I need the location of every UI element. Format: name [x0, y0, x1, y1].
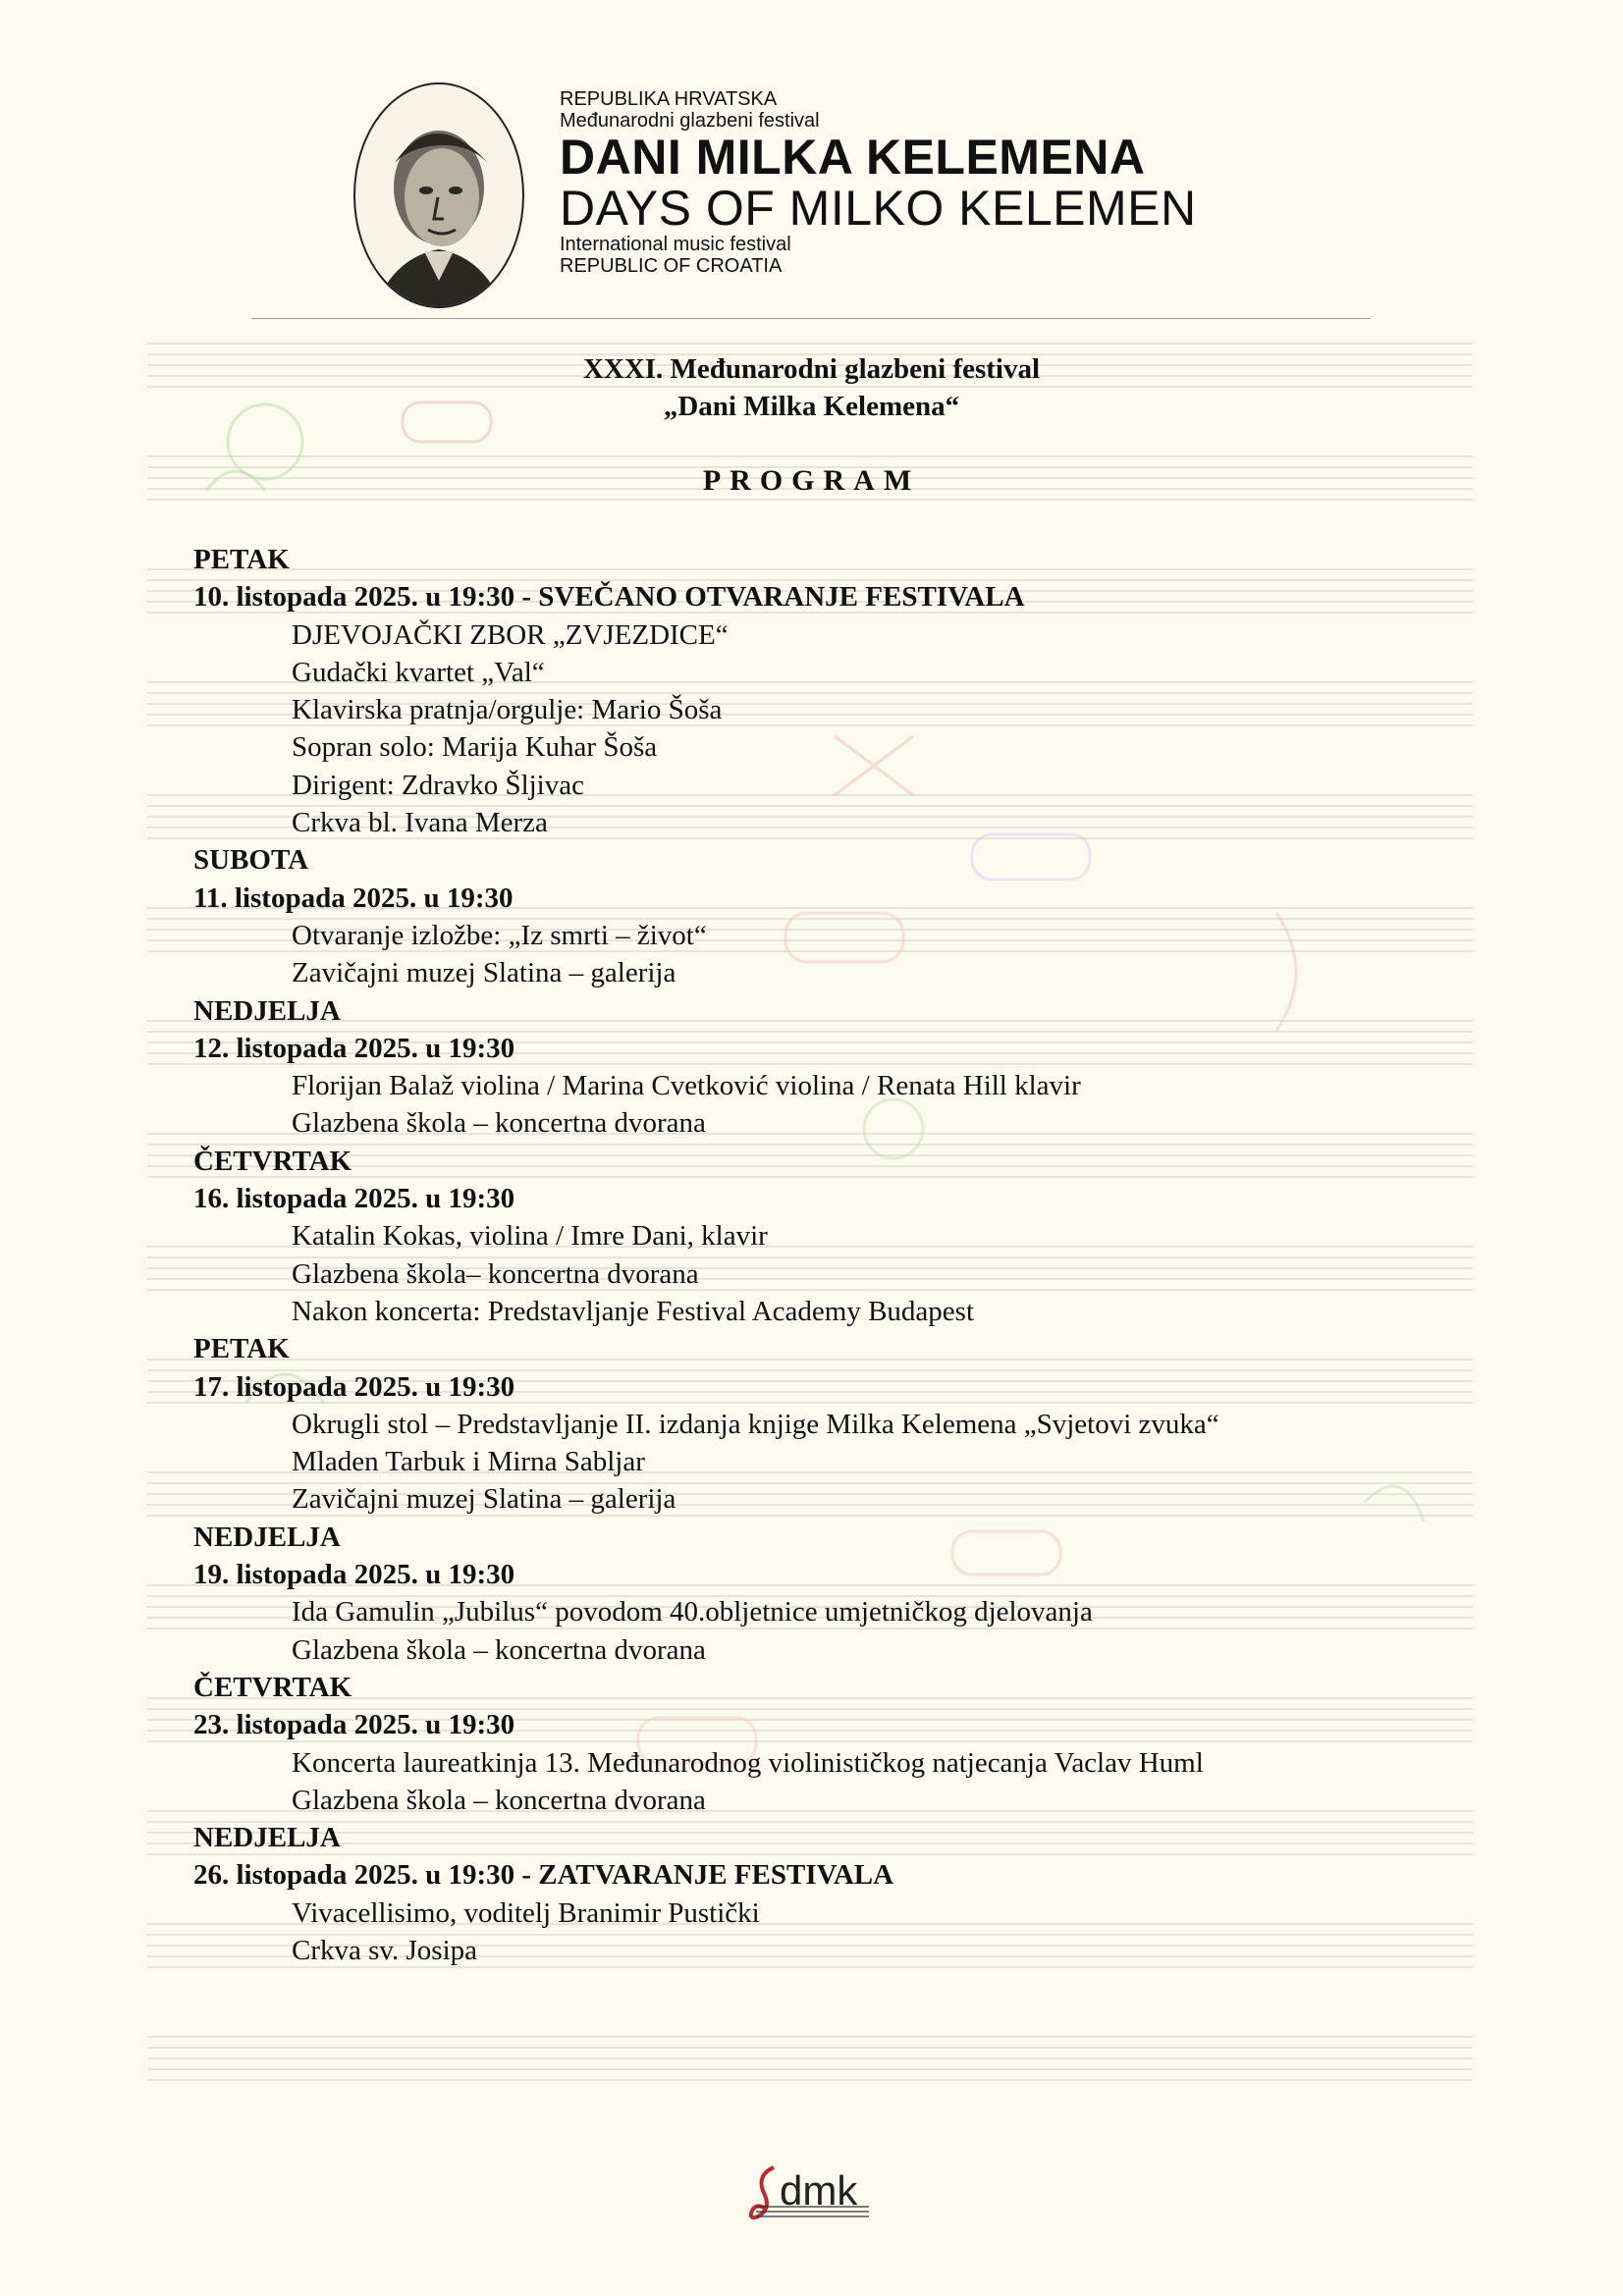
event-detail: Glazbena škola – koncertna dvorana [292, 1633, 706, 1666]
header-country-en: REPUBLIC OF CROATIA [560, 255, 783, 277]
header-country: REPUBLIKA HRVATSKA [560, 88, 778, 110]
event-detail: Nakon koncerta: Predstavljanje Festival Academy Budapest [292, 1295, 975, 1327]
event-detail: Sopran solo: Marija Kuhar Šoša [292, 731, 658, 764]
event-detail: Otvaranje izložbe: „Iz smrti – život“ [292, 919, 707, 951]
event-detail: Katalin Kokas, violina / Imre Dani, klavir [292, 1220, 768, 1253]
portrait-image [353, 82, 524, 308]
event-date: 17. listopada 2025. u 19:30 [193, 1370, 515, 1403]
event-detail: Glazbena škola– koncertna dvorana [292, 1257, 699, 1290]
event-detail: Crkva bl. Ivana Merza [292, 807, 548, 839]
event-detail: DJEVOJAČKI ZBOR „ZVJEZDICE“ [292, 618, 729, 651]
event-day: NEDJELJA [193, 994, 341, 1027]
event-detail: Vivacellisimo, voditelj Branimir Pustički [292, 1896, 760, 1929]
event-detail: Koncerta laureatkinja 13. Međunarodnog violinističkog natjecanja Vaclav Huml [292, 1746, 1204, 1779]
event-date: 26. listopada 2025. u 19:30 - ZATVARANJE FESTIVALA [193, 1859, 894, 1892]
program-heading: PROGRAM [702, 464, 921, 497]
event-detail: Glazbena škola – koncertna dvorana [292, 1784, 706, 1816]
event-date: 23. listopada 2025. u 19:30 [193, 1709, 515, 1741]
event-detail: Zavičajni muzej Slatina – galerija [292, 957, 676, 989]
event-day: ČETVRTAK [193, 1145, 352, 1177]
event-detail: Florijan Balaž violina / Marina Cvetković violina / Renata Hill klavir [292, 1070, 1081, 1102]
event-detail: Zavičajni muzej Slatina – galerija [292, 1483, 676, 1516]
event-date: 10. listopada 2025. u 19:30 - SVEČANO OTVARANJE FESTIVALA [193, 581, 1025, 614]
event-detail: Mladen Tarbuk i Mirna Sabljar [292, 1446, 645, 1478]
event-detail: Klavirska pratnja/orgulje: Mario Šoša [292, 694, 723, 726]
event-detail: Crkva sv. Josipa [292, 1934, 478, 1966]
logo-text: dmk [780, 2167, 858, 2214]
event-day: NEDJELJA [193, 1521, 341, 1553]
event-date: 12. listopada 2025. u 19:30 [193, 1032, 515, 1064]
header-text [560, 88, 1197, 277]
dmk-logo [746, 2158, 879, 2226]
event-detail: Okrugli stol – Predstavljanje II. izdanja knjige Milka Kelemena „Svjetovi zvuka“ [292, 1408, 1219, 1440]
event-day: SUBOTA [193, 844, 309, 877]
festival-name-en: DAYS OF MILKO KELEMEN [560, 181, 1197, 236]
event-detail: Gudački kvartet „Val“ [292, 656, 545, 688]
header-subtitle-hr: Međunarodni glazbeni festival [560, 110, 820, 132]
event-day: PETAK [193, 544, 290, 575]
header-divider [251, 318, 1371, 319]
event-detail: Ida Gamulin „Jubilus“ povodom 40.obljetnice umjetničkog djelovanja [292, 1596, 1093, 1629]
program-list [193, 541, 1470, 1969]
festival-edition-title: XXXI. Međunarodni glazbeni festival [582, 353, 1041, 385]
event-date: 19. listopada 2025. u 19:30 [193, 1559, 515, 1591]
event-detail: Dirigent: Zdravko Šljivac [292, 769, 584, 801]
event-date: 16. listopada 2025. u 19:30 [193, 1183, 515, 1215]
event-detail: Glazbena škola – koncertna dvorana [292, 1107, 706, 1140]
festival-name-title: „Dani Milka Kelemena“ [663, 391, 960, 422]
festival-header [353, 82, 1296, 308]
event-day: PETAK [193, 1333, 290, 1365]
festival-name-hr: DANI MILKA KELEMENA [560, 130, 1146, 185]
event-day: ČETVRTAK [193, 1671, 352, 1703]
event-date: 11. listopada 2025. u 19:30 [193, 881, 514, 914]
event-day: NEDJELJA [193, 1822, 341, 1854]
header-subtitle-en: International music festival [560, 234, 791, 255]
